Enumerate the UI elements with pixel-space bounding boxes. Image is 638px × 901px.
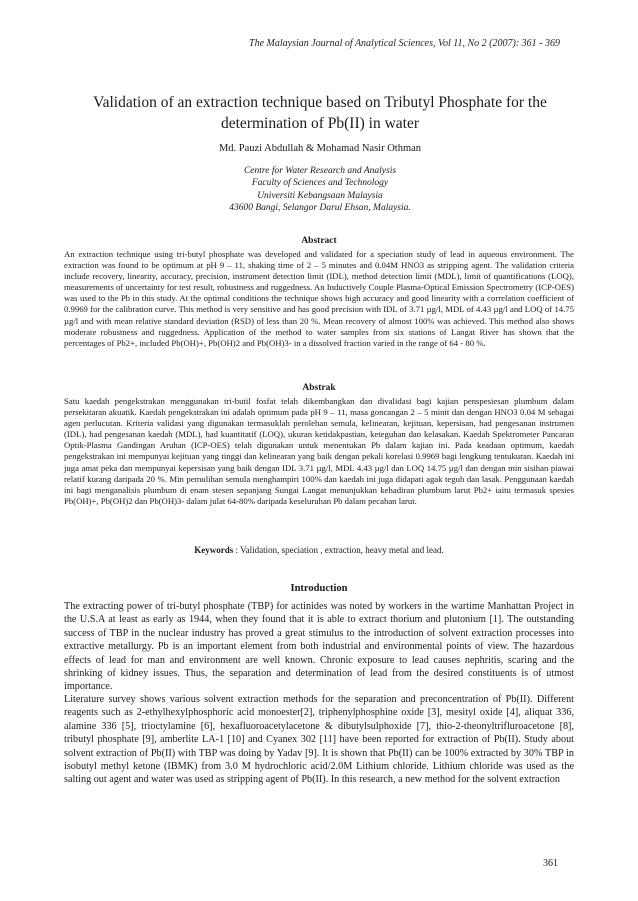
affiliation	[70, 165, 570, 215]
affiliation-line: Centre for Water Research and Analysis	[243, 166, 397, 176]
keywords-line	[64, 545, 574, 555]
running-head: The Malaysian Journal of Analytical Sciences, Vol 11, No 2 (2007): 361 - 369	[249, 38, 560, 49]
keywords-label: Keywords	[194, 545, 234, 555]
affiliation-line: 43600 Bangi, Selangor Darul Ehsan, Malaysia.	[229, 203, 411, 214]
keywords-text: : Validation, speciation , extraction, heavy metal and lead.	[235, 545, 444, 555]
paper-title: Validation of an extraction technique based on Tributyl Phosphate for the determination of Pb(II) in water	[93, 94, 547, 132]
page-number: 361	[543, 858, 558, 869]
intro-paragraph-2: Literature survey shows various solvent extraction methods for the separation and preconcentration of Pb(II). Different reagents such as 2-ethylhexylphosphoric acid monoester[2], triphenylphosphine oxide [3], mesityl oxide [4], aliquat 336, alamine 336 [5], trioctylamine [6], hexafluoroacetylacetone & dibutylsulphoxide [7], thio-2-theonyltrifluroacetone [8], tributyl phosphate [9], amberlite LA-1 [10] and Cyanex 302 [11] have been reported for extraction of Pb(II). Study about solvent extraction of Pb(II) with TBP was doing by Yadav [9]. It is shown that Pb(II) can be 100% extracted by 30% TBP in isobutyl methyl ketone (IBMK) from 3.0 M hydrochloric acid/2.0M Lithium chloride. Lithium chloride was used as the salting out agent and water was used as stripping agent of Pb(II). In this research, a new method for the solvent extraction	[64, 694, 574, 786]
abstract-heading: Abstract	[301, 236, 337, 246]
introduction-heading: Introduction	[290, 583, 348, 594]
author-list: Md. Pauzi Abdullah & Mohamad Nasir Othman	[218, 143, 422, 154]
affiliation-line: Universiti Kebangsaan Malaysia	[257, 190, 383, 201]
abstrak-heading: Abstrak	[302, 383, 336, 393]
intro-paragraph-1: The extracting power of tri-butyl phosphate (TBP) for actinides was noted by workers in the wartime Manhattan Project in the U.S.A at least as early as 1944, when they found that it is able to extract thorium and plutonium [1]. The outstanding success of TBP in the nuclear industry has proved a great stimulus to the introduction of solvent extraction processes into extractive metallurgy. Pb is an important element from both industrial and environmental points of view. The hazardous effects of lead for man and environment are well known. Chronic exposure to lead causes nephritis, scaring and the shrinking of kidney issues. Thus, the separation and determination of lead from the desired constituents is of utmost importance.	[64, 601, 574, 693]
abstrak-text: Satu kaedah pengekstrakan menggunakan tri-butil fosfat telah dikembangkan dan divalidasi bagi kajian penspesiesan plumbum dalam persekitaran akuatik. Kaedah pengekstrakan ini adalah optimum pada pH 9 – 11, masa goncangan 2 – 5 minit dan dengan HNO3 0.04 M sebagai agen perlucutan. Kriteria validasi yang digunakan termasuklah perolehan semula, kelinearan, kejituan, kepersisan, had pengesanan instrumen (IDL), had pengesanan kaedah (MDL), had kuantitatif (LOQ), ukuran ketidakpastian, keteguhan dan kelasakan. Kaedah Spektrometer Pancaran Optik-Plasma Gandingan Aruhan (ICP-OES) telah digunakan untuk menentukan Pb dalam kajian ini. Pada keadaan optimum, kaedah pengekstrakan ini mempunyai kejituan yang tinggi dan kelinearan yang baik dengan pekali korelasi 0.9969 bagi lengkung tentukuran. Kaedah ini juga amat peka dan mempunyai kepersisan yang baik dengan IDL 3.71 µg/l, MDL 4.43 µg/l dan LOQ 14.75 µg/l dan dengan min sisihan piawai relatif kurang daripada 20 %. Min pemulihan semula menghampiri 100% dan kaedah ini juga didapati agak teguh dan lasak. Penggunaan kaedah ini bagi menganalisis plumbum di enam stesen sepanjang Sungai Langat menunjukkan kehadiran plumbum larut Pb2+ iaitu termasuk spesies Pb(OH)+, Pb(OH)2 dan Pb(OH)3- dalam julat 64-80% daripada keseluruhan Pb dalam pecahan larut.	[64, 396, 574, 506]
affiliation-line: Faculty of Sciences and Technology	[251, 178, 389, 189]
abstract-text: An extraction technique using tri-butyl phosphate was developed and validated for a speciation study of lead in aqueous environment. The extraction was found to be optimum at pH 9 – 11, shaking time of 2 – 5 minutes and 0.04M HNO3 as stripping agent. The validation criteria include recovery, linearity, accuracy, precision, instrument detection limit (IDL), method detection limit (MDL), limit of quantifications (LOQ), measurements of uncertainty for test result, robustness and ruggedness. An Inductively Couple Plasma-Optical Emission Spectrometry (ICP-OES) was used to the Pb in this study. At the optimal conditions the technique shows high accuracy and good linearity with a correlation coefficient of 0.9969 for the calibration curve. This method is very sensitive and has good precision with IDL of 3.71 µg/l, MDL of 4.43 µg/l and LOQ of 14.75 µg/l and with mean relative standard deviation (RSD) of less than 20 %. Mean recovery of almost 100% was achieved. This method also shows moderate robustness and ruggedness. Application of the method to water samples from six stations of Langat River has shown that the percentages of Pb2+, included Pb(OH)+, Pb(OH)2 and Pb(OH)3- in a dissolved fraction varied in the range of 64 - 80 %.	[64, 249, 574, 348]
